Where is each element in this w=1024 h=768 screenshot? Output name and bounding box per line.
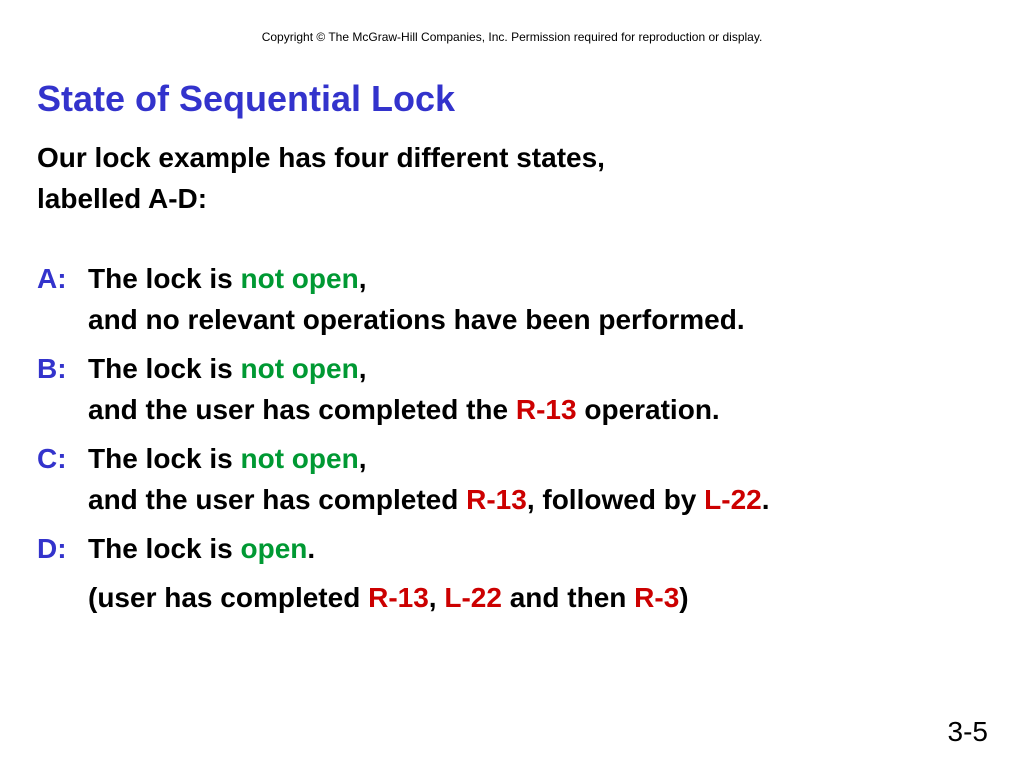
intro-text <box>37 137 605 219</box>
state-b-line-1 <box>88 348 720 389</box>
state-a-letter: A: <box>37 263 67 294</box>
state-c-op-1: R-13 <box>466 484 527 515</box>
intro-line-1: Our lock example has four different states, <box>37 142 605 173</box>
state-d-op-3: R-3 <box>634 582 680 613</box>
state-d-letter: D: <box>37 533 67 564</box>
state-a-status: not open <box>240 263 359 294</box>
state-b-letter: B: <box>37 353 67 384</box>
state-d-op-2: L-22 <box>444 582 502 613</box>
state-a-body <box>88 258 745 340</box>
state-d-line-1 <box>88 528 315 569</box>
state-c-line-2-mid: , followed by <box>526 484 705 515</box>
state-d-note-sep-1: , <box>428 582 445 613</box>
state-c-status: not open <box>240 443 359 474</box>
state-b-line-2 <box>88 389 720 430</box>
state-b-status: not open <box>240 353 359 384</box>
state-b-line-2-prefix: and the user has completed the <box>88 394 516 425</box>
state-d-status: open <box>240 533 308 564</box>
state-b-prefix: The lock is <box>88 353 241 384</box>
state-d-note-suffix: ) <box>679 582 689 613</box>
state-b-comma: , <box>358 353 367 384</box>
state-d-note <box>88 577 689 618</box>
state-a-prefix: The lock is <box>88 263 241 294</box>
copyright-notice: Copyright © The McGraw-Hill Companies, Inc. Permission required for reproduction or display. <box>261 30 763 44</box>
state-d-op-1: R-13 <box>368 582 429 613</box>
state-c-comma: , <box>358 443 367 474</box>
state-b-op-1: R-13 <box>515 394 577 425</box>
state-c-letter: C: <box>37 443 67 474</box>
intro-line-2: labelled A-D: <box>37 183 208 214</box>
state-a-line-1 <box>88 258 745 299</box>
state-d-note-prefix: (user has completed <box>88 582 369 613</box>
state-c-line-2-suffix: . <box>761 484 770 515</box>
state-d-prefix: The lock is <box>88 533 241 564</box>
state-b-body <box>88 348 720 430</box>
state-c-line-2 <box>88 479 770 520</box>
state-a-line-2: and no relevant operations have been performed. <box>88 304 745 335</box>
state-c-body <box>88 438 770 520</box>
state-d-note-sep-2: and then <box>501 582 635 613</box>
state-c-line-2-prefix: and the user has completed <box>88 484 467 515</box>
state-c-op-2: L-22 <box>704 484 762 515</box>
page-number: 3-5 <box>947 716 988 747</box>
state-c-prefix: The lock is <box>88 443 241 474</box>
state-a-comma: , <box>358 263 367 294</box>
slide-title: State of Sequential Lock <box>37 78 456 119</box>
state-c-line-1 <box>88 438 770 479</box>
state-d-period: . <box>307 533 316 564</box>
state-d-body <box>88 528 315 569</box>
state-b-line-2-suffix: operation. <box>576 394 720 425</box>
